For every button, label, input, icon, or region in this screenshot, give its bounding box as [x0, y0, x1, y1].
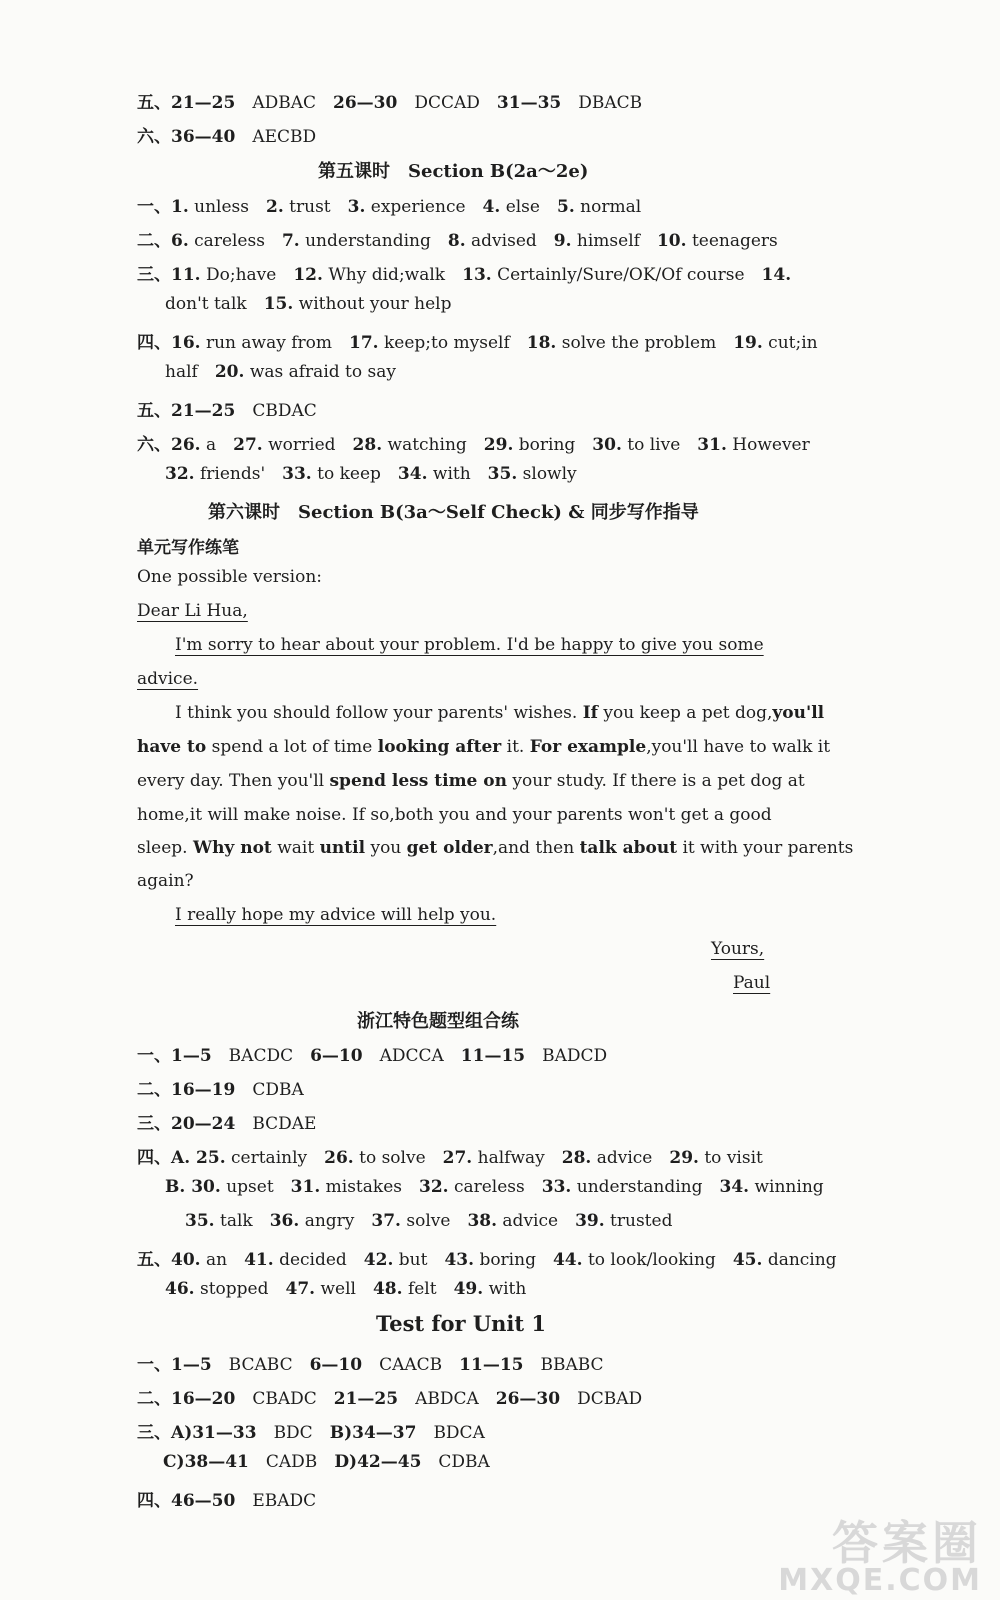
question-range: 26—30 — [495, 1389, 561, 1409]
section-number: B. — [165, 1177, 192, 1197]
question-range: 21—25 — [171, 401, 236, 421]
question-number: 26. — [171, 435, 201, 455]
question-number: 29. — [483, 435, 514, 455]
question-number: 3. — [347, 197, 366, 217]
answer-row — [137, 1486, 316, 1511]
answer-text: mistakes — [325, 1177, 402, 1197]
letter-text: spend a lot of time — [206, 737, 378, 757]
question-number: 12. — [293, 265, 323, 285]
letter-text: home,it will make noise. If so,both you and your parents won't get a good — [137, 805, 772, 825]
question-range: 26—30 — [333, 93, 398, 113]
answer-key: DCCAD — [414, 93, 480, 113]
question-number: 36. — [269, 1211, 300, 1231]
answer-row — [137, 1245, 837, 1270]
answer-text: to solve — [359, 1148, 426, 1168]
section-number: 二、 — [137, 1389, 171, 1409]
answer-text: a — [205, 435, 217, 455]
answer-text: to visit — [704, 1148, 763, 1168]
answer-text: cut;in — [768, 333, 818, 353]
answer-text: dancing — [767, 1250, 837, 1270]
question-number: 44. — [552, 1250, 583, 1270]
section-number: 三、 — [137, 1423, 171, 1443]
key-phrase: have to — [137, 737, 207, 757]
answer-row — [165, 464, 577, 484]
key-phrase: For example — [529, 737, 647, 757]
question-number: 28. — [561, 1148, 592, 1168]
letter-line — [137, 838, 853, 858]
section-title: 浙江特色题型组合练 — [357, 1011, 519, 1032]
answer-key: CBDAC — [252, 401, 317, 421]
answer-text: experience — [370, 197, 466, 217]
answer-row — [137, 260, 791, 285]
question-number: 40. — [171, 1250, 201, 1270]
question-number: 27. — [233, 435, 263, 455]
question-number: 39. — [575, 1211, 605, 1231]
section-number: 四、 — [137, 1491, 171, 1511]
question-number: 9. — [553, 231, 572, 251]
answer-row — [137, 192, 641, 217]
question-number: 30. — [592, 435, 622, 455]
answer-key: CAACB — [379, 1355, 443, 1375]
question-number: 47. — [285, 1279, 316, 1299]
answer-text: solve the problem — [561, 333, 717, 353]
answer-row — [137, 1109, 316, 1134]
question-range: B)34—37 — [329, 1423, 417, 1443]
question-range: 16—19 — [171, 1080, 236, 1100]
letter-text: it. — [501, 737, 530, 757]
letter-paragraph-1: I'm sorry to hear about your problem. I'd be happy to give you some — [175, 635, 764, 655]
answer-text: without your help — [298, 294, 452, 314]
section-number: 一、 — [137, 1046, 171, 1066]
answer-key: CADB — [265, 1452, 318, 1472]
answer-text: friends' — [199, 464, 266, 484]
question-number: 10. — [656, 231, 687, 251]
section-number: 一、 — [137, 197, 171, 217]
question-number: 19. — [733, 333, 763, 353]
letter-paragraph-1-cont: advice. — [137, 669, 199, 689]
answer-key: BDCA — [433, 1423, 485, 1443]
answer-key: BBABC — [540, 1355, 604, 1375]
answer-key: ADCCA — [379, 1046, 444, 1066]
answer-text: himself — [576, 231, 640, 251]
answer-key: BADCD — [542, 1046, 608, 1066]
letter-text: again? — [137, 871, 194, 891]
question-number: 31. — [697, 435, 727, 455]
section-title: Test for Unit 1 — [376, 1311, 547, 1336]
answer-text: was afraid to say — [249, 362, 396, 382]
letter-text: ,and then — [492, 838, 580, 858]
answer-row — [165, 362, 396, 382]
question-number: 7. — [281, 231, 300, 251]
question-number: 48. — [372, 1279, 403, 1299]
answer-text: to look/looking — [587, 1250, 716, 1270]
answer-row — [137, 1143, 763, 1168]
answer-text: to live — [627, 435, 681, 455]
letter-line — [175, 703, 824, 723]
question-range: 36—40 — [171, 127, 236, 147]
section-title: 第六课时 Section B(3a～Self Check) & 同步写作指导 — [208, 502, 699, 523]
question-number: 45. — [732, 1250, 763, 1270]
question-number: 38. — [467, 1211, 498, 1231]
question-range: 21—25 — [171, 93, 236, 113]
question-range: C)38—41 — [163, 1452, 249, 1472]
answer-text: an — [205, 1250, 228, 1270]
section-number: 二、 — [137, 231, 171, 251]
answer-row — [137, 226, 778, 251]
letter-closing: Yours, — [711, 939, 765, 959]
answer-text: with — [432, 464, 471, 484]
question-range: 20—24 — [171, 1114, 236, 1134]
answer-text: Why did;walk — [328, 265, 446, 285]
question-number: 8. — [447, 231, 466, 251]
key-phrase: If — [582, 703, 598, 723]
question-number: 46. — [165, 1279, 195, 1299]
question-range: 1—5 — [171, 1355, 212, 1375]
answer-text: to keep — [317, 464, 381, 484]
answer-row — [185, 1211, 672, 1231]
section-number: 五、 — [137, 1250, 171, 1270]
letter-text: wait — [271, 838, 320, 858]
version-label: One possible version: — [137, 567, 322, 587]
question-range: 31—35 — [496, 93, 562, 113]
section-number: 三、 — [137, 265, 171, 285]
section-number: 五、 — [137, 401, 171, 421]
section-title: 第五课时 Section B(2a～2e) — [318, 161, 589, 182]
answer-text: understanding — [305, 231, 431, 251]
answer-row — [163, 1452, 490, 1472]
question-range: 6—10 — [309, 1355, 363, 1375]
section-number: 一、 — [137, 1355, 171, 1375]
answer-text: boring — [518, 435, 576, 455]
answer-row — [137, 328, 818, 353]
answer-text: normal — [580, 197, 642, 217]
section-number: 四、 — [137, 333, 171, 353]
answer-row — [137, 396, 317, 421]
answer-row — [165, 1177, 824, 1197]
answer-text: halfway — [477, 1148, 545, 1168]
question-number: 27. — [442, 1148, 473, 1168]
question-number: 31. — [290, 1177, 321, 1197]
question-number: 34. — [397, 464, 428, 484]
question-range: 21—25 — [333, 1389, 399, 1409]
question-number: 35. — [487, 464, 518, 484]
answer-text: but — [398, 1250, 428, 1270]
answer-key: BCABC — [228, 1355, 293, 1375]
question-number: 17. — [349, 333, 379, 353]
question-number: 29. — [669, 1148, 699, 1168]
section-number: 二、 — [137, 1080, 171, 1100]
answer-text: solve — [406, 1211, 451, 1231]
question-number: 25. — [196, 1148, 226, 1168]
answer-text: However — [732, 435, 810, 455]
section-number: 四、A. — [137, 1148, 197, 1168]
answer-row — [137, 430, 810, 455]
answer-row — [137, 1350, 604, 1375]
section-number: 三、 — [137, 1114, 171, 1134]
answer-key: BDC — [273, 1423, 313, 1443]
answer-row — [165, 294, 452, 314]
letter-text: it with your parents — [677, 838, 854, 858]
question-number: 42. — [363, 1250, 394, 1270]
question-number: 18. — [526, 333, 557, 353]
key-phrase: until — [319, 838, 366, 858]
answer-row — [137, 1384, 642, 1409]
answer-row — [137, 122, 316, 147]
question-number: 34. — [719, 1177, 750, 1197]
question-range: D)42—45 — [334, 1452, 422, 1472]
answer-row — [165, 1279, 526, 1299]
section-number: 六、 — [137, 435, 171, 455]
key-phrase: you'll — [772, 703, 825, 723]
answer-text: run away from — [205, 333, 333, 353]
answer-text: winning — [754, 1177, 824, 1197]
question-number: 32. — [418, 1177, 449, 1197]
answer-key: CDBA — [252, 1080, 304, 1100]
question-range: 11—15 — [459, 1355, 524, 1375]
question-range: 6—10 — [310, 1046, 363, 1066]
answer-row — [137, 88, 642, 113]
question-number: 33. — [541, 1177, 572, 1197]
key-phrase: Why not — [192, 838, 272, 858]
section-number: 六、 — [137, 127, 171, 147]
question-range: 11—15 — [460, 1046, 526, 1066]
question-number: 11. — [171, 265, 201, 285]
answer-text: Certainly/Sure/OK/Of course — [497, 265, 745, 285]
answer-text: keep;to myself — [384, 333, 510, 353]
answer-key: AECBD — [252, 127, 317, 147]
question-number: 13. — [462, 265, 492, 285]
answer-text: boring — [479, 1250, 536, 1270]
subsection-title: 单元写作练笔 — [137, 538, 239, 558]
answer-text: well — [320, 1279, 356, 1299]
answer-text: advice — [596, 1148, 653, 1168]
answer-text: decided — [279, 1250, 347, 1270]
letter-line — [137, 805, 772, 825]
question-range: 46—50 — [171, 1491, 236, 1511]
key-phrase: looking after — [377, 737, 502, 757]
question-number: 28. — [352, 435, 383, 455]
letter-line — [137, 771, 805, 791]
letter-text: your study. If there is a pet dog at — [507, 771, 805, 791]
question-range: A)31—33 — [171, 1423, 257, 1443]
answer-text: angry — [304, 1211, 355, 1231]
question-range: 1—5 — [171, 1046, 212, 1066]
answer-row — [137, 1041, 607, 1066]
letter-signature: Paul — [733, 973, 771, 993]
letter-text: you keep a pet dog, — [597, 703, 773, 723]
answer-key: CDBA — [438, 1452, 490, 1472]
answer-text: advice — [502, 1211, 559, 1231]
answer-text: worried — [268, 435, 336, 455]
answer-row — [137, 1418, 485, 1443]
answer-text: don't talk — [165, 294, 247, 314]
answer-text: with — [488, 1279, 527, 1299]
answer-text: trust — [289, 197, 331, 217]
letter-text: ,you'll have to walk it — [646, 737, 831, 757]
answer-text: slowly — [522, 464, 577, 484]
answer-text: upset — [226, 1177, 274, 1197]
question-number: 5. — [556, 197, 575, 217]
key-phrase: get older — [406, 838, 493, 858]
question-number: 41. — [244, 1250, 274, 1270]
key-phrase: spend less time on — [329, 771, 507, 791]
answer-key: ADBAC — [252, 93, 317, 113]
answer-text: unless — [194, 197, 249, 217]
answer-text: certainly — [231, 1148, 308, 1168]
watermark-logo: 答案圈 MXQE.COM — [778, 1516, 982, 1598]
letter-line — [137, 871, 194, 891]
letter-text: you — [365, 838, 407, 858]
answer-text: half — [165, 362, 198, 382]
answer-key: ABDCA — [415, 1389, 479, 1409]
answer-key: DBACB — [578, 93, 643, 113]
letter-greeting: Dear Li Hua, — [137, 601, 248, 621]
answer-text: trusted — [610, 1211, 673, 1231]
answer-key: BCDAE — [252, 1114, 317, 1134]
answer-text: advised — [471, 231, 537, 251]
question-number: 43. — [444, 1250, 475, 1270]
question-range: 16—20 — [171, 1389, 236, 1409]
question-number: 32. — [165, 464, 195, 484]
letter-line — [137, 737, 830, 757]
question-number: 37. — [371, 1211, 401, 1231]
question-number: 35. — [185, 1211, 215, 1231]
answer-text: watching — [387, 435, 467, 455]
answer-key: EBADC — [252, 1491, 317, 1511]
answer-text: else — [505, 197, 540, 217]
answer-text: understanding — [576, 1177, 703, 1197]
question-number: 4. — [482, 197, 501, 217]
question-number: 1. — [171, 197, 189, 217]
answer-row — [137, 1075, 304, 1100]
question-number: 15. — [263, 294, 294, 314]
letter-paragraph-3: I really hope my advice will help you. — [175, 905, 497, 925]
letter-text: I think you should follow your parents' wishes. — [175, 703, 583, 723]
letter-text: every day. Then you'll — [137, 771, 330, 791]
question-number: 14. — [761, 265, 792, 285]
answer-text: careless — [453, 1177, 525, 1197]
letter-text: sleep. — [137, 838, 193, 858]
answer-text: Do;have — [205, 265, 277, 285]
answer-key: DCBAD — [577, 1389, 643, 1409]
answer-text: careless — [194, 231, 265, 251]
question-number: 6. — [171, 231, 189, 251]
question-number: 30. — [191, 1177, 221, 1197]
answer-text: stopped — [199, 1279, 269, 1299]
question-number: 33. — [282, 464, 312, 484]
question-number: 16. — [171, 333, 201, 353]
answer-key: BACDC — [228, 1046, 294, 1066]
section-number: 五、 — [137, 93, 171, 113]
answer-text: talk — [219, 1211, 253, 1231]
answer-text: felt — [407, 1279, 437, 1299]
question-number: 20. — [214, 362, 245, 382]
answer-text: teenagers — [691, 231, 778, 251]
answer-key: CBADC — [252, 1389, 317, 1409]
question-number: 49. — [453, 1279, 484, 1299]
question-number: 2. — [266, 197, 284, 217]
question-number: 26. — [324, 1148, 354, 1168]
key-phrase: talk about — [579, 838, 678, 858]
